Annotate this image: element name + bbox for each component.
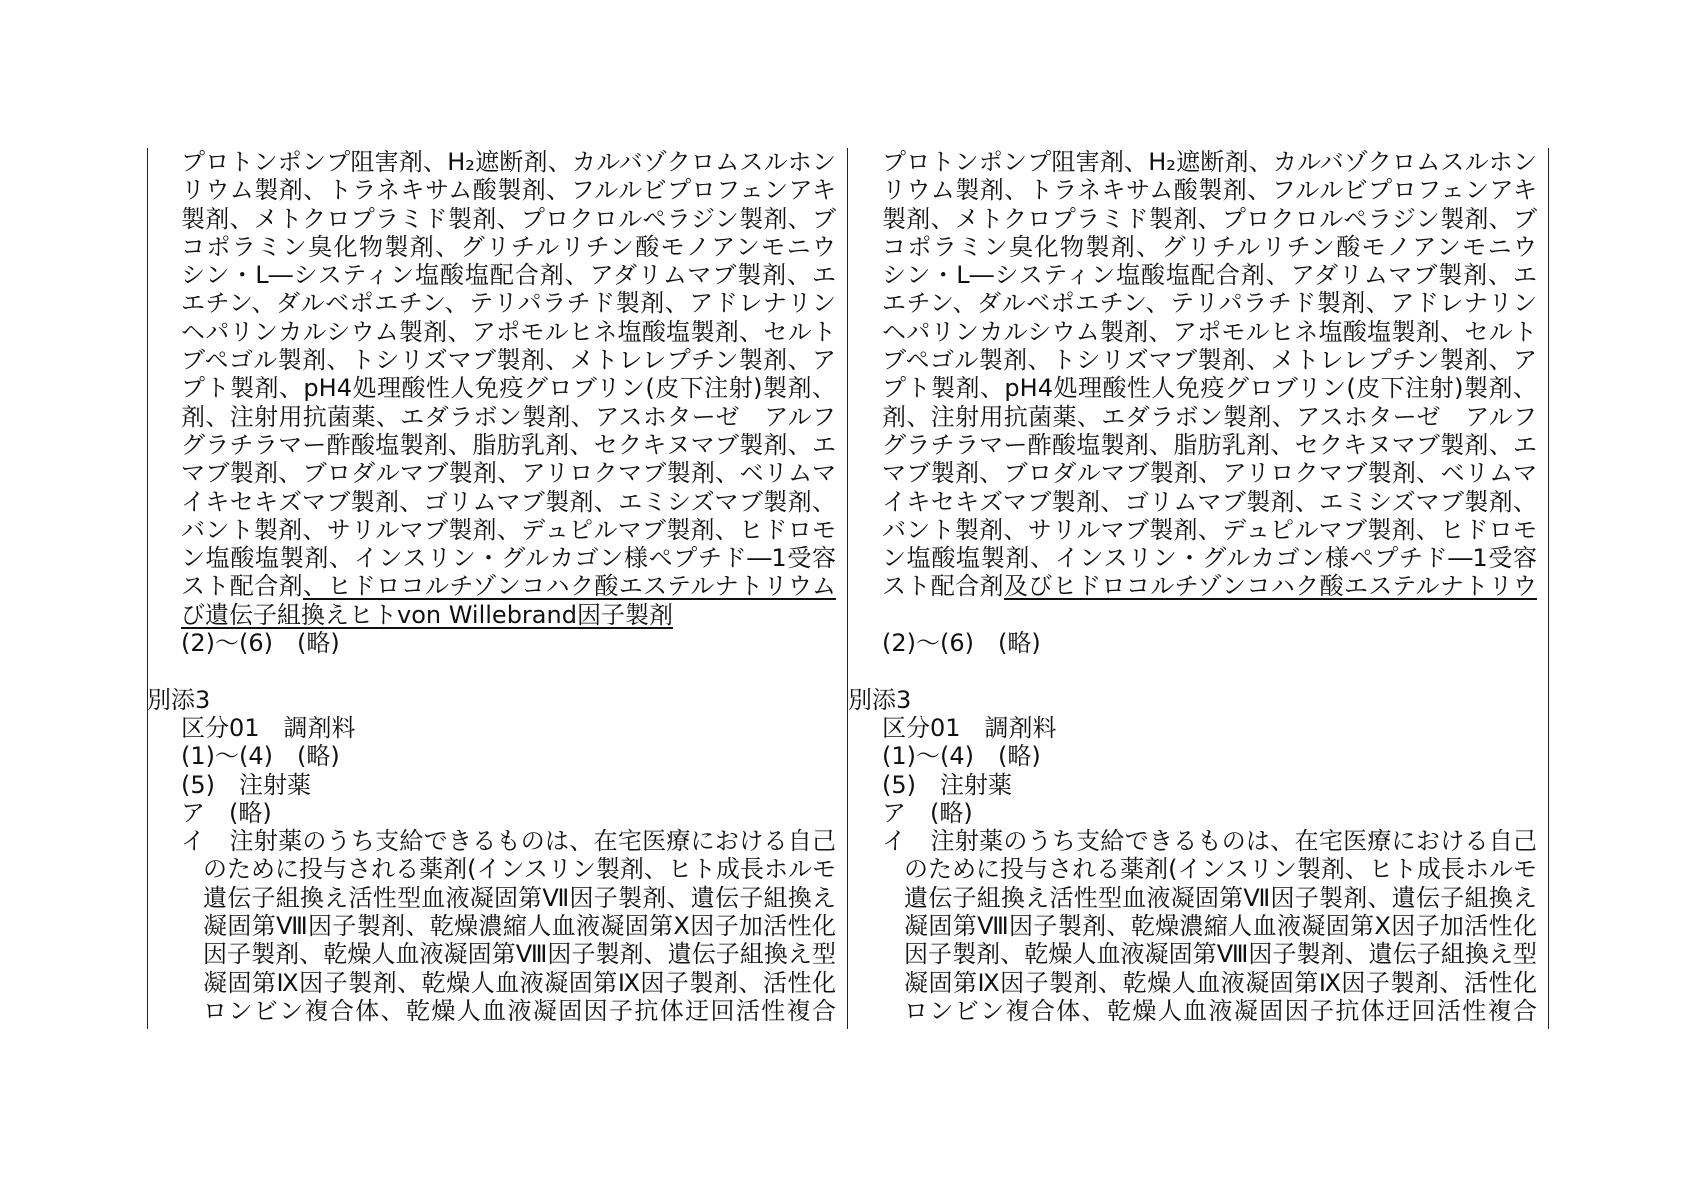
text: のために投与される薬剤(インスリン製剤、ヒト成長ホルモ [203, 855, 836, 884]
item-i-line [203, 997, 836, 1025]
text: イキセキズマブ製剤、ゴリムマブ製剤、エミシズマブ製剤、 [181, 487, 836, 516]
text-line [181, 459, 836, 487]
text: グラチラマー酢酸塩製剤、脂肪乳剤、セクキヌマブ製剤、エ [181, 430, 836, 459]
text: 凝固第Ⅷ因子製剤、乾燥濃縮人血液凝固第Ⅹ因子加活性化 [203, 912, 836, 941]
omitted-items [181, 742, 837, 770]
text-line [882, 403, 1537, 431]
omitted-items [882, 799, 1538, 827]
text-line [882, 544, 1537, 572]
text: バント製剤、サリルマブ製剤、デュピルマブ製剤、ヒドロモ [882, 515, 1537, 544]
text-line [181, 176, 836, 204]
item-i-line [904, 912, 1537, 940]
text: (1)～(4) (略) [882, 742, 1041, 771]
text-line [882, 261, 1537, 289]
text: プロトンポンプ阻害剤、H₂遮断剤、カルバゾクロムスルホン [181, 148, 836, 176]
text: ン塩酸塩製剤、インスリン・グルカゴン様ペプチド―1受容 [181, 544, 836, 573]
text-line [882, 516, 1537, 544]
text: ロンビン複合体、乾燥人血液凝固因子抗体迂回活性複合 [203, 996, 836, 1025]
text-line [181, 318, 836, 346]
column-left [147, 148, 837, 1025]
drug-list-paragraph [882, 148, 1537, 657]
item-i-first-line [181, 827, 836, 855]
text: ン塩酸塩製剤、インスリン・グルカゴン様ペプチド―1受容 [882, 544, 1537, 573]
text: 剤、注射用抗菌薬、エダラボン製剤、アスホターゼ アルフ [181, 402, 836, 431]
text-line [882, 488, 1537, 516]
text-line [882, 148, 1537, 176]
text: 因子製剤、乾燥人血液凝固第Ⅷ因子製剤、遺伝子組換え型 [904, 940, 1537, 969]
text-line [882, 346, 1537, 374]
text-line [181, 205, 836, 233]
text: 別添3 [147, 685, 211, 714]
amended-line [181, 601, 836, 629]
text: 剤、注射用抗菌薬、エダラボン製剤、アスホターゼ アルフ [882, 402, 1537, 431]
text: コポラミン臭化物製剤、グリチルリチン酸モノアンモニウ [181, 232, 836, 261]
text: (1)～(4) (略) [181, 742, 340, 771]
text-line [181, 148, 836, 176]
omitted-items [882, 629, 1537, 657]
blank-line [147, 657, 837, 685]
item-i-line [904, 997, 1537, 1025]
underlined-text: 及びヒドロコルチゾンコハク酸エステルナトリウ [1003, 572, 1537, 601]
text: (5) 注射薬 [882, 770, 1012, 799]
text: 凝固第Ⅸ因子製剤、乾燥人血液凝固第Ⅸ因子製剤、活性化 [904, 968, 1537, 997]
text: イ 注射薬のうち支給できるものは、在宅医療における自己 [181, 827, 836, 856]
text-line [882, 205, 1537, 233]
text-line [882, 431, 1537, 459]
text-line [882, 289, 1537, 317]
blank-line [882, 601, 1537, 629]
text-line [882, 176, 1537, 204]
item-i-line [203, 912, 836, 940]
omitted-items [882, 742, 1538, 770]
text-line [181, 403, 836, 431]
text: ヘパリンカルシウム製剤、アポモルヒネ塩酸塩製剤、セルト [882, 317, 1537, 346]
item-i-line [904, 884, 1537, 912]
text: (5) 注射薬 [181, 770, 311, 799]
text-line [181, 233, 836, 261]
text: エチン、ダルベポエチン、テリパラチド製剤、アドレナリン [882, 289, 1537, 318]
item-i-line [904, 940, 1537, 968]
text-line [181, 544, 836, 572]
amended-line [181, 572, 836, 600]
text-line [882, 374, 1537, 402]
section-heading [181, 714, 837, 742]
text: スト配合剤 [181, 572, 303, 601]
text: 凝固第Ⅸ因子製剤、乾燥人血液凝固第Ⅸ因子製剤、活性化 [203, 968, 836, 997]
text: のために投与される薬剤(インスリン製剤、ヒト成長ホルモ [904, 855, 1537, 884]
underlined-text: 、ヒドロコルチゾンコハク酸エステルナトリウム [303, 572, 836, 601]
blank-line [848, 657, 1538, 685]
appendix-title [848, 686, 1538, 714]
text-line [181, 346, 836, 374]
item-i-first-line [882, 827, 1537, 855]
right-border [1548, 148, 1549, 1029]
appendix-title [147, 686, 837, 714]
text: スト配合剤 [882, 572, 1004, 601]
amended-line [882, 572, 1537, 600]
omitted-items [181, 629, 836, 657]
section-heading [882, 714, 1538, 742]
underlined-text: び遺伝子組換えヒトvon Willebrand因子製剤 [181, 600, 673, 629]
text-line [882, 318, 1537, 346]
text: (2)～(6) (略) [181, 629, 340, 658]
text: リウム製剤、トラネキサム酸製剤、フルルビプロフェンアキ [882, 176, 1537, 205]
text: ロンビン複合体、乾燥人血液凝固因子抗体迂回活性複合 [904, 996, 1537, 1025]
item-i-line [203, 940, 836, 968]
item-i-line [203, 884, 836, 912]
text: エチン、ダルベポエチン、テリパラチド製剤、アドレナリン [181, 289, 836, 318]
text-line [181, 289, 836, 317]
item-i-line [203, 969, 836, 997]
text: ヘパリンカルシウム製剤、アポモルヒネ塩酸塩製剤、セルト [181, 317, 836, 346]
text: 遺伝子組換え活性型血液凝固第Ⅶ因子製剤、遺伝子組換え [203, 883, 836, 912]
column-right [848, 148, 1538, 1025]
text-line [181, 488, 836, 516]
text: プロトンポンプ阻害剤、H₂遮断剤、カルバゾクロムスルホン [882, 148, 1537, 176]
text-line [882, 233, 1537, 261]
text: マブ製剤、ブロダルマブ製剤、アリロクマブ製剤、ベリムマ [882, 459, 1537, 488]
text: プト製剤、pH4処理酸性人免疫グロブリン(皮下注射)製剤、 [882, 374, 1537, 403]
text: 凝固第Ⅷ因子製剤、乾燥濃縮人血液凝固第Ⅹ因子加活性化 [904, 912, 1537, 941]
text: ア (略) [181, 798, 272, 827]
item-i-line [203, 855, 836, 883]
text: 因子製剤、乾燥人血液凝固第Ⅷ因子製剤、遺伝子組換え型 [203, 940, 836, 969]
text: マブ製剤、ブロダルマブ製剤、アリロクマブ製剤、ベリムマ [181, 459, 836, 488]
text: 別添3 [848, 685, 912, 714]
item-i-line [904, 855, 1537, 883]
item-heading [882, 771, 1538, 799]
text-line [181, 431, 836, 459]
text-line [181, 516, 836, 544]
text: コポラミン臭化物製剤、グリチルリチン酸モノアンモニウ [882, 232, 1537, 261]
text-line [181, 374, 836, 402]
text: ア (略) [882, 798, 973, 827]
text: 製剤、メトクロプラミド製剤、プロクロルペラジン製剤、ブ [882, 204, 1537, 233]
text: グラチラマー酢酸塩製剤、脂肪乳剤、セクキヌマブ製剤、エ [882, 430, 1537, 459]
text: ブペゴル製剤、トシリズマブ製剤、メトレレプチン製剤、ア [181, 346, 836, 375]
text: シン・L―システィン塩酸塩配合剤、アダリムマブ製剤、エ [882, 261, 1537, 290]
text: バント製剤、サリルマブ製剤、デュピルマブ製剤、ヒドロモ [181, 515, 836, 544]
item-heading [181, 771, 837, 799]
text: シン・L―システィン塩酸塩配合剤、アダリムマブ製剤、エ [181, 261, 836, 290]
text: 区分01 調剤料 [882, 713, 1057, 742]
text: 区分01 調剤料 [181, 713, 356, 742]
text-line [181, 261, 836, 289]
omitted-items [181, 799, 837, 827]
text: 遺伝子組換え活性型血液凝固第Ⅶ因子製剤、遺伝子組換え [904, 883, 1537, 912]
text: プト製剤、pH4処理酸性人免疫グロブリン(皮下注射)製剤、 [181, 374, 836, 403]
text: ブペゴル製剤、トシリズマブ製剤、メトレレプチン製剤、ア [882, 346, 1537, 375]
item-i-line [904, 969, 1537, 997]
drug-list-paragraph [181, 148, 836, 657]
text: (2)～(6) (略) [882, 629, 1041, 658]
text-line [882, 459, 1537, 487]
text: リウム製剤、トラネキサム酸製剤、フルルビプロフェンアキ [181, 176, 836, 205]
text: 製剤、メトクロプラミド製剤、プロクロルペラジン製剤、ブ [181, 204, 836, 233]
text: イ 注射薬のうち支給できるものは、在宅医療における自己 [882, 827, 1537, 856]
text: イキセキズマブ製剤、ゴリムマブ製剤、エミシズマブ製剤、 [882, 487, 1537, 516]
